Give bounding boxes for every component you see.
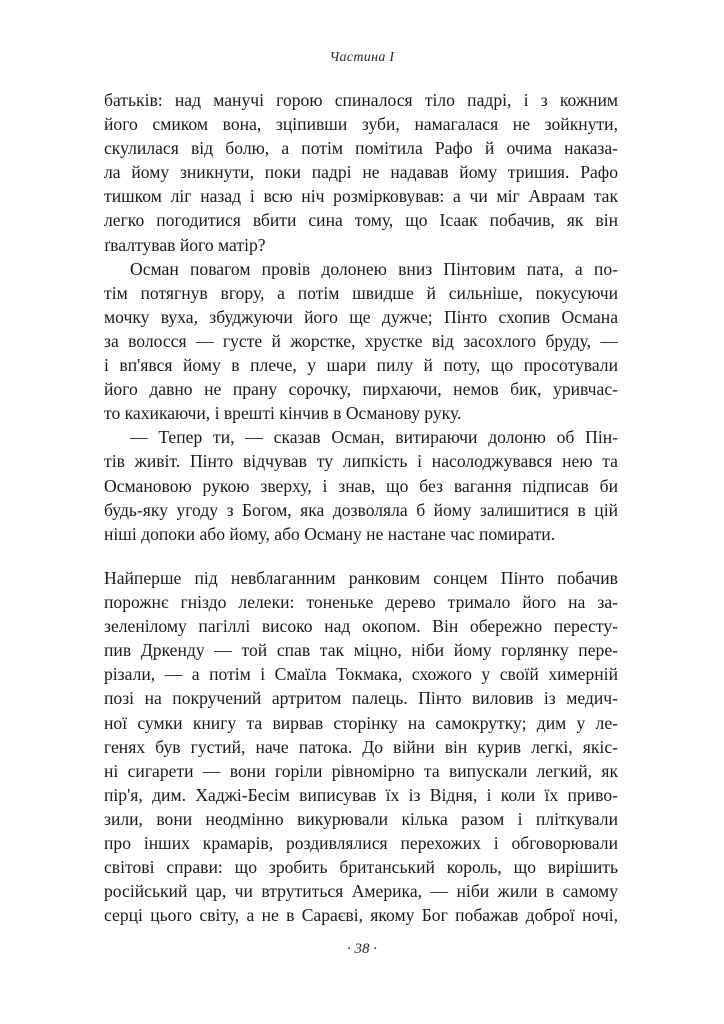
text-line: Найперше під невблаганним ранковим сонцем Пінто побачив [104, 568, 618, 588]
text-line: тишком ліг назад і всю ніч розмірковував: а чи міг Авраам так [104, 186, 618, 207]
text-line: мочку вуха, збуджуючи його ще дужче; Пінто схопив Османа [104, 306, 618, 327]
text-line: ла йому зникнути, поки падрі не надавав йому тришия. Рафо [104, 162, 618, 183]
text-line: легко погодитися вбити сина тому, що Ісаак побачив, як він [104, 210, 618, 231]
text-line: ґвалтував його матір? [104, 234, 266, 255]
text-line: серці цього світу, а не в Сараєві, якому Бог побажав доброї ночі, [104, 905, 618, 926]
text-line: то кахикаючи, і врешті кінчив в Османову руку. [104, 403, 462, 424]
text-line: ніші допоки або йому, або Осману не настане час помирати. [104, 523, 556, 544]
text-line: і вп'явся йому в плече, у шари пилу й поту, що просотували [104, 355, 618, 376]
text-line: тів живіт. Пінто відчував ту липкість і насолоджувався нею та [104, 451, 618, 472]
text-line: будь-яку угоду з Богом, яка дозволяла б йому залишитися в цій [104, 499, 618, 520]
text-line: порожнє гніздо лелеки: тоненьке дерево тримало його на за- [104, 592, 618, 613]
text-line: позі на покручений артритом палець. Пінто виловив із медич- [104, 688, 618, 709]
text-line: російський цар, чи втрутиться Америка, — ніби жили в самому [104, 881, 618, 902]
text-line: — Тепер ти, — сказав Осман, витираючи долоню об Пін- [130, 427, 618, 448]
page-number: · 38 · [347, 941, 377, 957]
text-line: батьків: над манучі горою спиналося тіло падрі, і з кожним [104, 90, 618, 110]
text-line: його смиком вона, зціпивши зуби, намагалася не зойкнути, [104, 114, 618, 135]
section-1-text [104, 88, 618, 546]
text-line: ні сигарети — вони горіли рівномірно та випускали легкий, як [104, 760, 618, 781]
text-line: зили, вони неодмінно викурювали кілька разом і пліткували [104, 808, 618, 829]
text-line: скулилася від болю, а потім помітила Рафо й очима наказа- [104, 138, 618, 159]
text-line: генях був густий, наче патока. До війни він курив легкі, якіс- [104, 736, 618, 757]
text-line: ної сумки книгу та вирвав сторінку на самокрутку; дим у ле- [104, 712, 618, 733]
text-line: світові справи: що зробить британський король, що вирішить [104, 857, 618, 878]
text-line: зеленілому пагіллі високо над окопом. Він обережно пересту- [104, 616, 618, 637]
text-line: Осман повагом провів долонею вниз Пінтовим пата, а по- [130, 258, 618, 279]
text-line: пір'я, дим. Хаджі-Бесім виписував їх із Відня, і коли їх приво- [104, 784, 618, 805]
text-line: пив Дркенду — той спав так міцно, ніби йому горлянку пере- [104, 640, 618, 661]
text-line: про інших крамарів, роздивлялися перехожих і обговорювали [104, 833, 618, 854]
text-line: за волосся — густе й жорстке, хрустке від засохлого бруду, — [104, 330, 618, 351]
section-2-text [104, 566, 618, 927]
text-line: різали, — а потім і Смаїла Токмака, схожого у своїй химерній [104, 664, 618, 685]
text-line: Османовою рукою зверху, і знав, що без вагання підписав би [104, 475, 618, 496]
running-head: Частина I [329, 50, 395, 65]
text-line: його давно не прану сорочку, пирхаючи, немов бик, уривчас- [104, 379, 618, 400]
text-line: тім потягнув вгору, а потім швидше й сильніше, покусуючи [104, 282, 618, 303]
